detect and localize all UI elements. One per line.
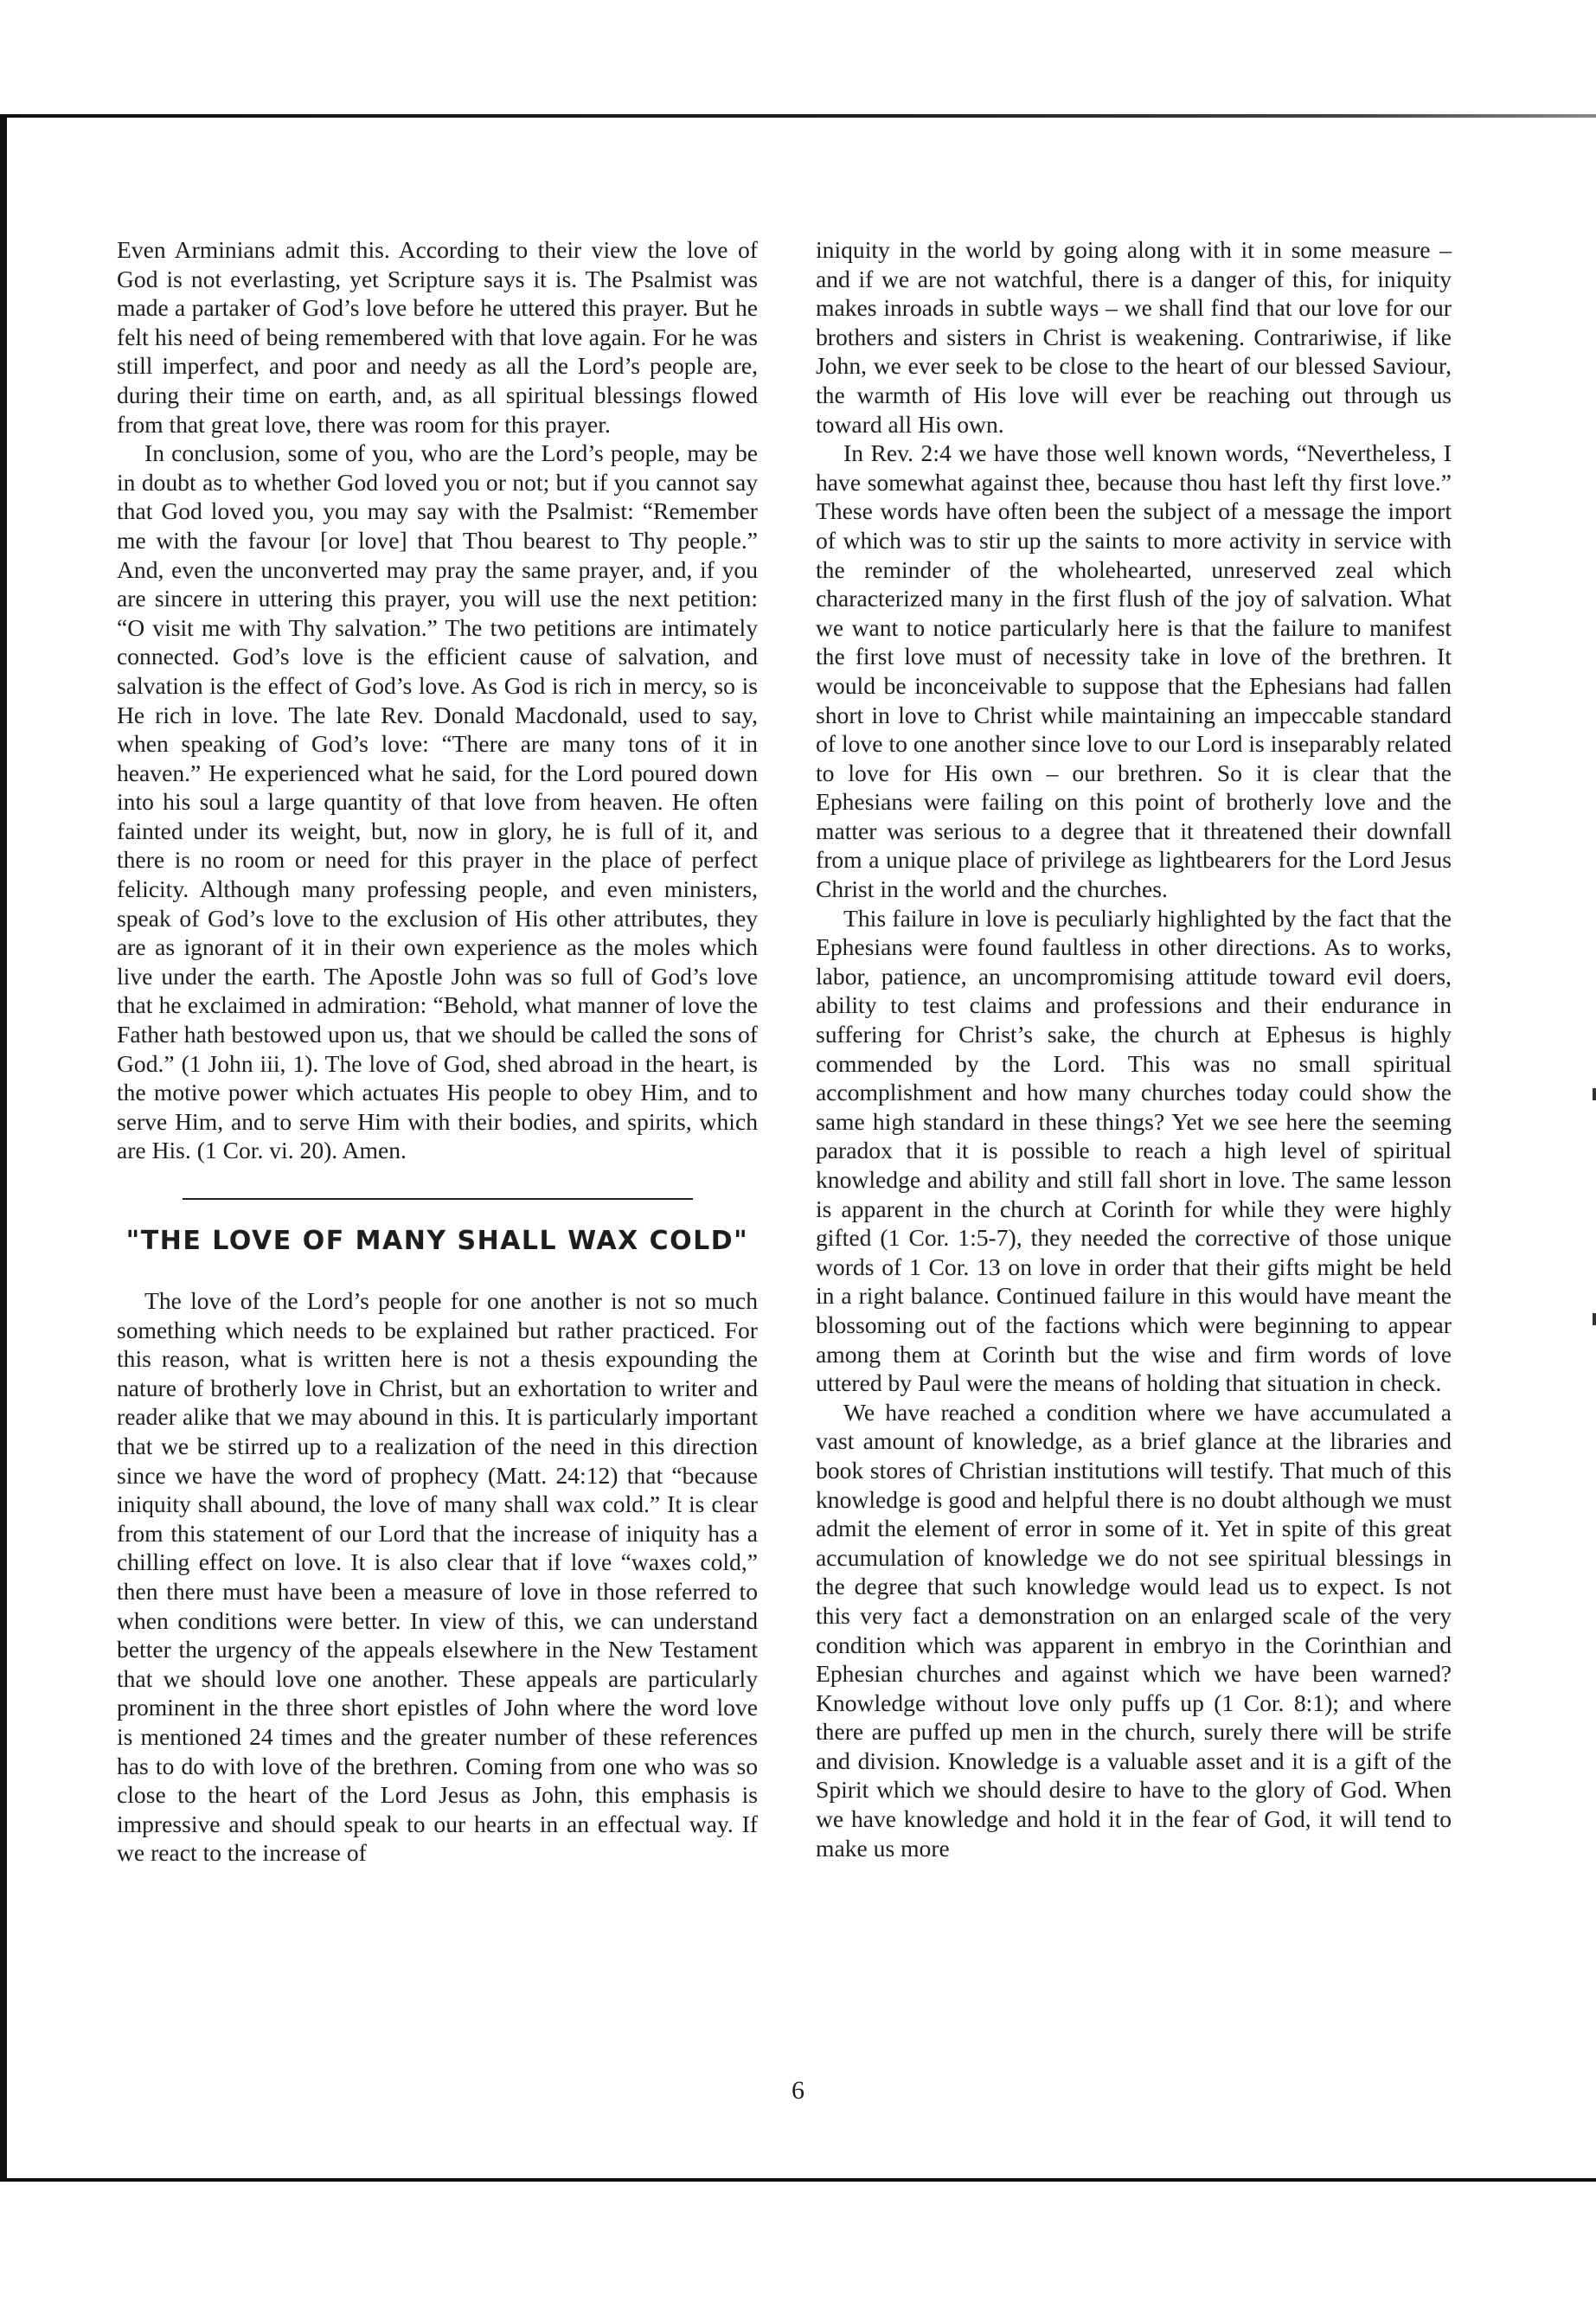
scan-edge-mark [1593,1313,1596,1325]
right-column [816,235,1452,1862]
sermon-conclusion-paragraph: In conclusion, some of you, who are the Lord’s people, may be in doubt as to whether God loved you or not; but if you cannot say that God loved you, you may say with the Psalmist: “Remember me with the favour [or love] that Thou bearest to Thy people.” And, even the unconverted may pray the same prayer, and, if you are sincere in uttering this prayer, you will use the next petition: “O visit me with Thy salvation.” The two petitions are intimately connected. God’s love is the efficient cause of salvation, and salvation is the effect of God’s love. As God is rich in mercy, so is He rich in love. The late Rev. Donald Macdonald, used to say, when speaking of God’s love: “There are many tons of it in heaven.” He experienced what he said, for the Lord poured down into his soul a large quantity of that love from heaven. He often fainted under its weight, but, now in glory, he is full of it, and there is no room or need for this prayer in the place of perfect felicity. Although many professing people, and even ministers, speak of God’s love to the exclusion of His other attributes, they are as ignorant of it in their own experience as the moles which live under the earth. The Apostle John was so full of God’s love that he exclaimed in admiration: “Behold, what manner of love the Father hath bestowed upon us, that we should be called the sons of God.” (1 John iii, 1). The love of God, shed abroad in the heart, is the motive power which actuates His people to obey Him, and to serve Him, and to serve Him with their bodies, and spirits, which are His. (1 Cor. vi. 20). Amen. [117,439,758,1164]
article-paragraph: The love of the Lord’s people for one another is not so much something which needs to be explained but rather practiced. For this reason, what is written here is not a thesis expounding the nature of brotherly love in Christ, but an exhortation to writer and reader alike that we may abound in this. It is particularly important that we be stirred up to a realization of the need in this direction since we have the word of prophecy (Matt. 24:12) that “because iniquity shall abound, the love of many shall wax cold.” It is clear from this statement of our Lord that the increase of iniquity has a chilling effect on love. It is also clear that if love “waxes cold,” then there must have been a measure of love in those referred to when conditions were better. In view of this, we can understand better the urgency of the appeals elsewhere in the New Testament that we should love one another. These appeals are particularly prominent in the three short epistles of John where the word love is mentioned 24 times and the greater number of these references has to do with love of the brethren. Coming from one who was so close to the heart of the Lord Jesus as John, this emphasis is impressive and should speak to our hearts in an effectual way. If we react to the increase of [117,1287,758,1867]
page-number: 6 [792,2076,804,2105]
left-column [117,235,758,1868]
scan-top-rule [0,114,1596,118]
article-paragraph: We have reached a condition where we have accumulated a vast amount of knowledge, as a brief glance at the libraries and book stores of Christian institutions will testify. That much of this knowledge is good and helpful there is no doubt although we must admit the element of error in some of it. Yet in spite of this great accumulation of knowledge we do not see spiritual blessings in the degree that such knowledge would lead us to expect. Is not this very fact a demonstration on an enlarged scale of the very condition which was apparent in embryo in the Corinthian and Ephesian churches and against which we have been warned? Knowledge without love only puffs up (1 Cor. 8:1); and where there are puffed up men in the church, surely there will be strife and division. Knowledge is a valuable asset and it is a gift of the Spirit which we should desire to have to the glory of God. When we have knowledge and hold it in the fear of God, it will tend to make us more [816,1398,1452,1862]
article-paragraph: This failure in love is peculiarly highlighted by the fact that the Ephesians were found faultless in other directions. As to works, labor, patience, an uncompromising attitude toward evil doers, ability to test claims and professions and their endurance in suffering for Christ’s sake, the church at Ephesus is highly commended by the Lord. This was no small spiritual accomplishment and how many churches today could show the same high standard in these things? Yet we see here the seeming paradox that it is possible to reach a high level of spiritual knowledge and ability and still fall short in love. The same lesson is apparent in the church at Corinth for while they were highly gifted (1 Cor. 1:5-7), they needed the corrective of those unique words of 1 Cor. 13 on love in order that their gifts might be held in a right balance. Continued failure in this would have meant the blossoming out of the factions which were beginning to appear among them at Corinth but the wise and firm words of love uttered by Paul were the means of holding that situation in check. [816,904,1452,1397]
scan-bottom-rule [0,2178,1596,2182]
scan-edge-mark [1593,1088,1596,1100]
article-title: "THE LOVE OF MANY SHALL WAX COLD" [125,1226,749,1256]
section-divider [183,1198,693,1200]
article-paragraph: In Rev. 2:4 we have those well known words, “Nevertheless, I have somewhat against thee, because thou hast left thy first love.” These words have often been the subject of a message the import of which was to stir up the saints to more activity in service with the reminder of the wholehearted, unreserved zeal which characterized many in the first flush of the joy of salvation. What we want to notice particularly here is that the failure to manifest the first love must of necessity take in love of the brethren. It would be inconceivable to suppose that the Ephesians had fallen short in love to Christ while maintaining an impeccable standard of love to one another since love to our Lord is inseparably related to love for His own – our brethren. So it is clear that the Ephesians were failing on this point of brotherly love and the matter was serious to a degree that it threatened their downfall from a unique place of privilege as lightbearers for the Lord Jesus Christ in the world and the churches. [816,439,1452,903]
article-continuation-paragraph: iniquity in the world by going along with it in some measure – and if we are not watchful, there is a danger of this, for iniquity makes inroads in subtle ways – we shall find that our love for our brothers and sisters in Christ is weakening. Contrariwise, if like John, we ever seek to be close to the heart of our blessed Saviour, the warmth of His love will ever be reaching out through us toward all His own. [816,236,1452,438]
scan-left-edge [0,116,7,2179]
sermon-paragraph: Even Arminians admit this. According to their view the love of God is not everlasting, yet Scripture says it is. The Psalmist was made a partaker of God’s love before he uttered this prayer. But he felt his need of being remembered with that love again. For he was still imperfect, and poor and needy as all the Lord’s people are, during their time on earth, and, as all spiritual blessings flowed from that great love, there was room for this prayer. [117,236,758,438]
